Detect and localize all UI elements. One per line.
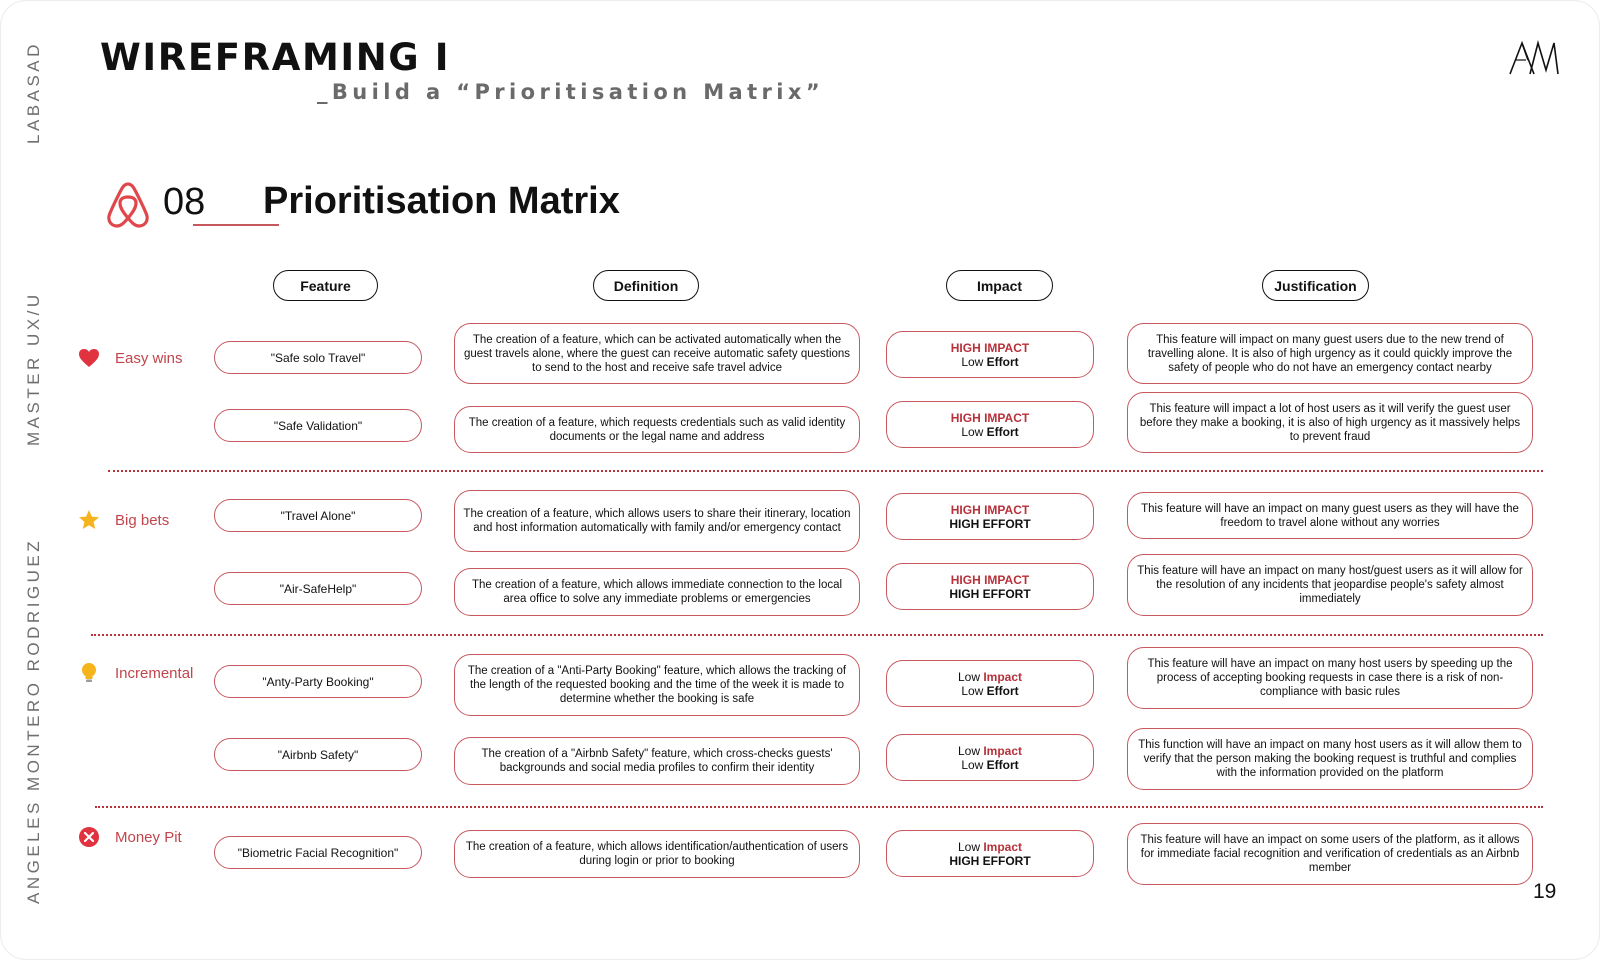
feature-cell: "Safe Validation" xyxy=(214,409,422,442)
justification-cell: This feature will have an impact on some users of the platform, as it allows for immediate facial recognition and verification of credentials as an Airbnb member xyxy=(1127,823,1533,885)
star-icon xyxy=(78,509,100,531)
impact-level: Low xyxy=(957,743,980,758)
definition-cell: The creation of a feature, which allows identification/authentication of users during login or prior to booking xyxy=(454,830,860,878)
side-label-program: MASTER UX/U xyxy=(24,291,43,446)
impact-level: Low xyxy=(957,669,980,684)
row-divider xyxy=(95,806,1543,808)
category-label: Easy wins xyxy=(115,349,183,367)
category-money-pit xyxy=(78,826,182,848)
feature-cell: "Airbnb Safety" xyxy=(214,738,422,771)
impact-cell xyxy=(886,830,1094,877)
section-title: Prioritisation Matrix xyxy=(263,180,620,222)
feature-cell: "Anty-Party Booking" xyxy=(214,665,422,698)
effort-word: Effort xyxy=(986,757,1019,772)
impact-value: HIGH IMPACT xyxy=(950,340,1030,355)
feature-cell: "Biometric Facial Recognition" xyxy=(214,836,422,869)
effort-level: Low xyxy=(961,683,984,698)
impact-value: HIGH IMPACT xyxy=(950,502,1030,517)
column-header-feature: Feature xyxy=(273,270,378,301)
category-label: Money Pit xyxy=(115,828,182,846)
justification-cell: This feature will have an impact on many host/guest users as it will allow for the resolution of any incidents that jeopardise people's safety almost immediately xyxy=(1127,554,1533,616)
effort-value: HIGH EFFORT xyxy=(949,586,1031,601)
definition-cell: The creation of a feature, which allows users to share their itinerary, location and host information automatically with family and/or emergency contact xyxy=(454,490,860,552)
impact-cell xyxy=(886,401,1094,448)
justification-cell: This feature will have an impact on many guest users as they will have the freedom to travel alone without any worries xyxy=(1127,492,1533,539)
effort-level: Low xyxy=(961,354,984,369)
category-label: Big bets xyxy=(115,511,170,529)
column-header-definition: Definition xyxy=(593,270,699,301)
impact-value: HIGH IMPACT xyxy=(950,572,1030,587)
column-header-justification: Justification xyxy=(1262,270,1369,301)
effort-word: Effort xyxy=(986,683,1019,698)
row-divider xyxy=(91,634,1543,636)
impact-cell xyxy=(886,331,1094,378)
category-easy-wins xyxy=(78,347,183,369)
impact-value: HIGH IMPACT xyxy=(950,410,1030,425)
feature-cell: "Travel Alone" xyxy=(214,499,422,532)
effort-word: Effort xyxy=(986,424,1019,439)
impact-cell xyxy=(886,660,1094,707)
x-circle-icon xyxy=(78,826,100,848)
definition-cell: The creation of a feature, which allows immediate connection to the local area office to solve any immediate problems or emergencies xyxy=(454,568,860,616)
effort-value: HIGH EFFORT xyxy=(949,853,1031,868)
section-underline xyxy=(193,224,279,226)
impact-word: Impact xyxy=(983,839,1023,854)
justification-cell: This feature will impact on many guest users due to the new trend of travelling alone. It is also of high urgency as it could quickly improve the safety of people who do not have an emergency contact nearby xyxy=(1127,323,1533,384)
side-label-author: ANGELES MONTERO RODRIGUEZ xyxy=(24,537,43,904)
row-divider xyxy=(108,470,1543,472)
effort-value: HIGH EFFORT xyxy=(949,516,1031,531)
definition-cell: The creation of a feature, which can be activated automatically when the guest travels alone, where the guest can receive automatic safety questions to send to the host and receive safe travel advice xyxy=(454,323,860,384)
lightbulb-icon xyxy=(78,662,100,684)
impact-cell xyxy=(886,493,1094,540)
heart-icon xyxy=(78,347,100,369)
justification-cell: This function will have an impact on many host users as it will allow them to verify that the person making the booking request is truthful and complies with the information provided on the platform xyxy=(1127,728,1533,790)
impact-word: Impact xyxy=(983,743,1023,758)
category-big-bets xyxy=(78,509,170,531)
category-incremental xyxy=(78,662,194,684)
page-subtitle: _Build a “Prioritisation Matrix” xyxy=(317,80,825,104)
justification-cell: This feature will impact a lot of host users as it will verify the guest user before they make a booking, it is also of high urgency as it massively helps to prevent fraud xyxy=(1127,392,1533,453)
effort-level: Low xyxy=(961,424,984,439)
effort-word: Effort xyxy=(986,354,1019,369)
section-number: 08 xyxy=(163,181,206,223)
side-label-school: LABASAD xyxy=(24,41,43,144)
impact-cell xyxy=(886,734,1094,781)
airbnb-logo-icon xyxy=(105,180,151,228)
definition-cell: The creation of a feature, which requests credentials such as valid identity documents or the legal name and address xyxy=(454,406,860,453)
effort-level: Low xyxy=(961,757,984,772)
column-header-impact: Impact xyxy=(946,270,1053,301)
am-monogram-icon xyxy=(1508,40,1560,76)
impact-level: Low xyxy=(957,839,980,854)
definition-cell: The creation of a "Airbnb Safety" feature, which cross-checks guests' backgrounds and social media profiles to confirm their identity xyxy=(454,737,860,785)
justification-cell: This feature will have an impact on many host users by speeding up the process of accepting booking requests in case there is a risk of non-compliance with basic rules xyxy=(1127,647,1533,709)
impact-cell xyxy=(886,563,1094,610)
impact-word: Impact xyxy=(983,669,1023,684)
feature-cell: "Air-SafeHelp" xyxy=(214,572,422,605)
page-number: 19 xyxy=(1533,880,1557,903)
category-label: Incremental xyxy=(115,664,194,682)
page-title: WIREFRAMING I xyxy=(100,36,451,79)
definition-cell: The creation of a "Anti-Party Booking" feature, which allows the tracking of the length of the requested booking and the time of the week it is made to determine whether the booking is safe xyxy=(454,654,860,716)
feature-cell: "Safe solo Travel" xyxy=(214,341,422,374)
